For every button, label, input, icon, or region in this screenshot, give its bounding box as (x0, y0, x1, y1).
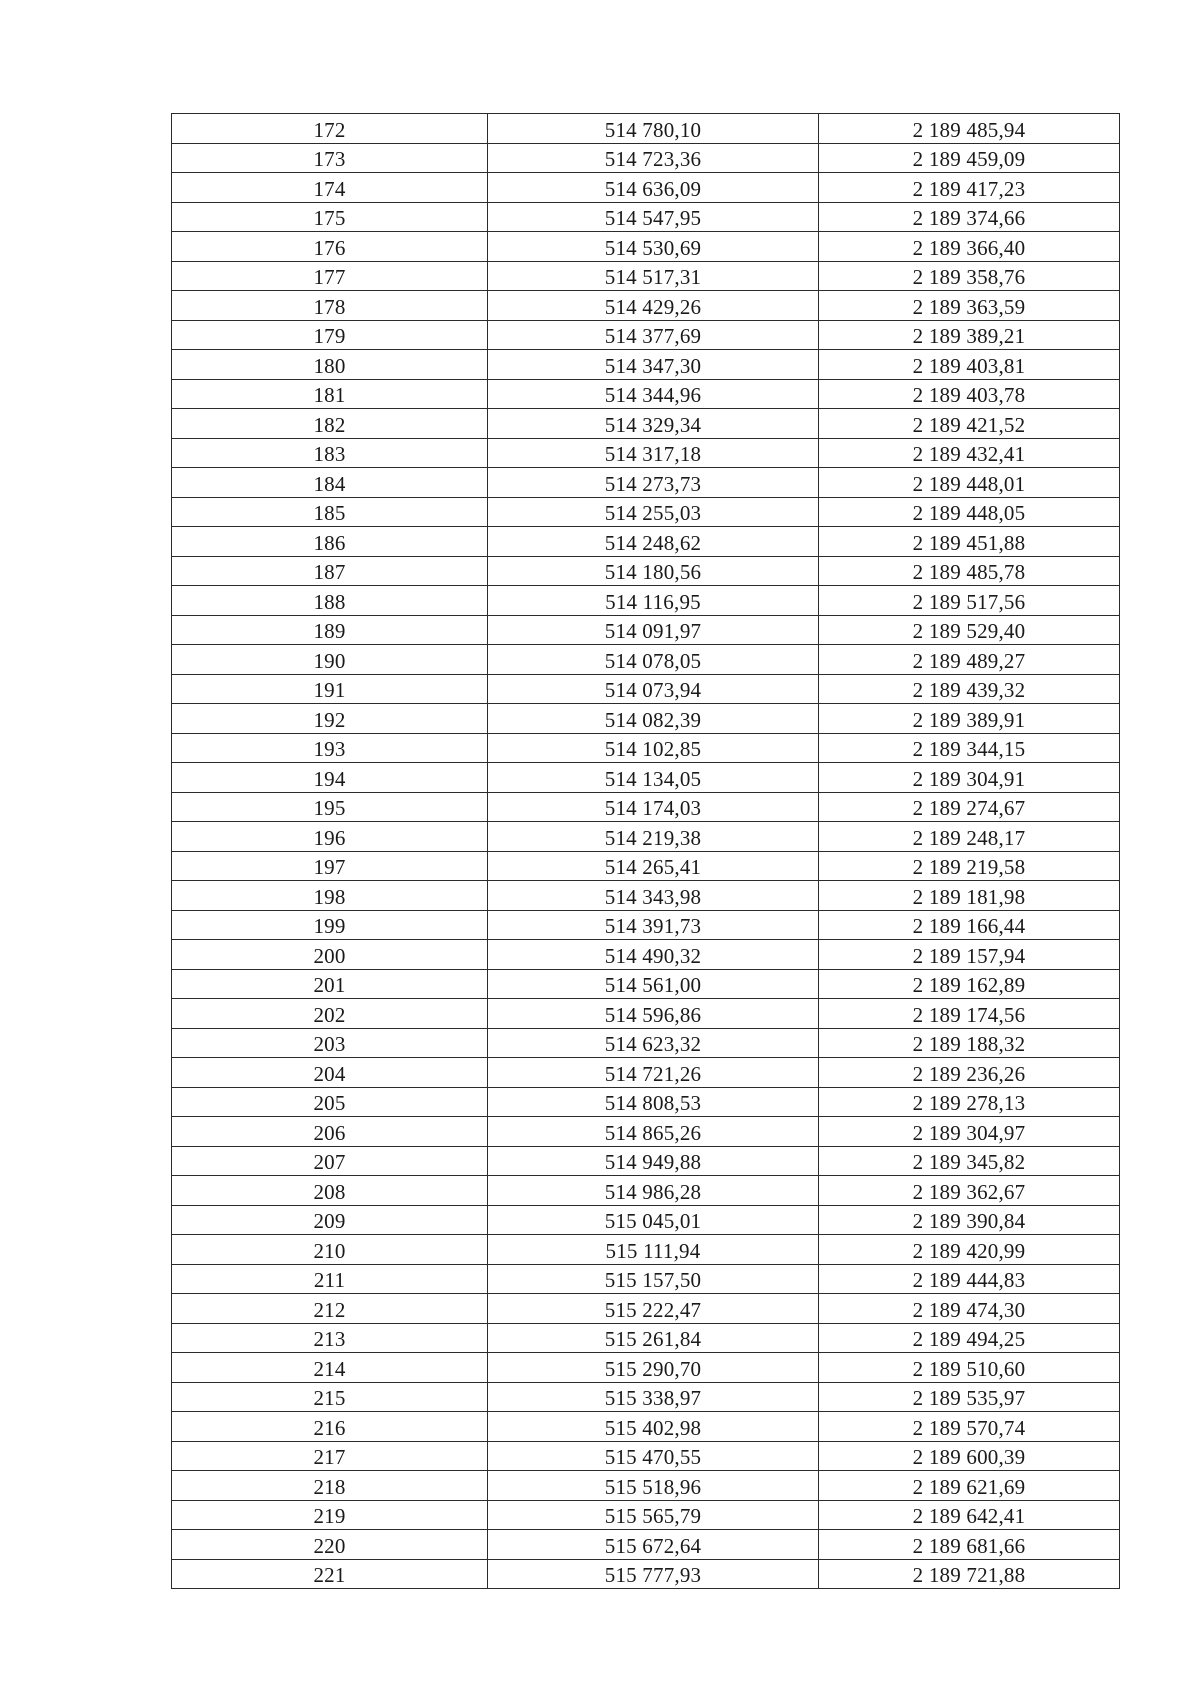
y-coordinate-cell: 2 189 421,52 (819, 409, 1120, 439)
x-coordinate-cell: 514 723,36 (488, 143, 819, 173)
coordinates-table-body (172, 114, 1120, 1589)
y-coordinate-cell: 2 189 219,58 (819, 851, 1120, 881)
y-coordinate-cell: 2 189 236,26 (819, 1058, 1120, 1088)
point-number-cell: 198 (172, 881, 488, 911)
x-coordinate-cell: 514 561,00 (488, 969, 819, 999)
table-row (172, 1058, 1120, 1088)
y-coordinate-cell: 2 189 420,99 (819, 1235, 1120, 1265)
y-coordinate-cell: 2 189 366,40 (819, 232, 1120, 262)
y-coordinate-cell: 2 189 374,66 (819, 202, 1120, 232)
point-number-cell: 174 (172, 173, 488, 203)
point-number-cell: 218 (172, 1471, 488, 1501)
y-coordinate-cell: 2 189 162,89 (819, 969, 1120, 999)
y-coordinate-cell: 2 189 390,84 (819, 1205, 1120, 1235)
x-coordinate-cell: 514 530,69 (488, 232, 819, 262)
table-row (172, 527, 1120, 557)
point-number-cell: 192 (172, 704, 488, 734)
table-row (172, 438, 1120, 468)
point-number-cell: 178 (172, 291, 488, 321)
table-row (172, 1028, 1120, 1058)
x-coordinate-cell: 514 808,53 (488, 1087, 819, 1117)
table-row (172, 1087, 1120, 1117)
table-row (172, 763, 1120, 793)
x-coordinate-cell: 514 134,05 (488, 763, 819, 793)
table-row (172, 940, 1120, 970)
table-row (172, 320, 1120, 350)
point-number-cell: 206 (172, 1117, 488, 1147)
point-number-cell: 217 (172, 1441, 488, 1471)
x-coordinate-cell: 514 219,38 (488, 822, 819, 852)
x-coordinate-cell: 514 547,95 (488, 202, 819, 232)
table-row (172, 645, 1120, 675)
table-row (172, 1235, 1120, 1265)
y-coordinate-cell: 2 189 248,17 (819, 822, 1120, 852)
table-row (172, 822, 1120, 852)
point-number-cell: 213 (172, 1323, 488, 1353)
table-row (172, 1412, 1120, 1442)
y-coordinate-cell: 2 189 417,23 (819, 173, 1120, 203)
point-number-cell: 180 (172, 350, 488, 380)
y-coordinate-cell: 2 189 344,15 (819, 733, 1120, 763)
point-number-cell: 204 (172, 1058, 488, 1088)
table-row (172, 969, 1120, 999)
point-number-cell: 202 (172, 999, 488, 1029)
table-row (172, 1264, 1120, 1294)
point-number-cell: 177 (172, 261, 488, 291)
y-coordinate-cell: 2 189 489,27 (819, 645, 1120, 675)
coordinates-table (171, 113, 1120, 1589)
y-coordinate-cell: 2 189 721,88 (819, 1559, 1120, 1589)
y-coordinate-cell: 2 189 621,69 (819, 1471, 1120, 1501)
point-number-cell: 211 (172, 1264, 488, 1294)
y-coordinate-cell: 2 189 274,67 (819, 792, 1120, 822)
table-row (172, 261, 1120, 291)
table-row (172, 733, 1120, 763)
point-number-cell: 216 (172, 1412, 488, 1442)
point-number-cell: 199 (172, 910, 488, 940)
table-row (172, 379, 1120, 409)
y-coordinate-cell: 2 189 570,74 (819, 1412, 1120, 1442)
document-page (171, 113, 1119, 1589)
x-coordinate-cell: 514 780,10 (488, 114, 819, 144)
x-coordinate-cell: 514 343,98 (488, 881, 819, 911)
table-row (172, 468, 1120, 498)
y-coordinate-cell: 2 189 642,41 (819, 1500, 1120, 1530)
y-coordinate-cell: 2 189 535,97 (819, 1382, 1120, 1412)
x-coordinate-cell: 514 623,32 (488, 1028, 819, 1058)
x-coordinate-cell: 514 255,03 (488, 497, 819, 527)
table-row (172, 114, 1120, 144)
y-coordinate-cell: 2 189 403,78 (819, 379, 1120, 409)
point-number-cell: 214 (172, 1353, 488, 1383)
point-number-cell: 191 (172, 674, 488, 704)
y-coordinate-cell: 2 189 432,41 (819, 438, 1120, 468)
y-coordinate-cell: 2 189 304,97 (819, 1117, 1120, 1147)
x-coordinate-cell: 514 949,88 (488, 1146, 819, 1176)
table-row (172, 1471, 1120, 1501)
y-coordinate-cell: 2 189 389,91 (819, 704, 1120, 734)
x-coordinate-cell: 514 329,34 (488, 409, 819, 439)
point-number-cell: 219 (172, 1500, 488, 1530)
point-number-cell: 185 (172, 497, 488, 527)
x-coordinate-cell: 514 102,85 (488, 733, 819, 763)
y-coordinate-cell: 2 189 345,82 (819, 1146, 1120, 1176)
table-row (172, 615, 1120, 645)
x-coordinate-cell: 515 777,93 (488, 1559, 819, 1589)
y-coordinate-cell: 2 189 304,91 (819, 763, 1120, 793)
table-row (172, 1441, 1120, 1471)
x-coordinate-cell: 514 636,09 (488, 173, 819, 203)
y-coordinate-cell: 2 189 362,67 (819, 1176, 1120, 1206)
x-coordinate-cell: 515 261,84 (488, 1323, 819, 1353)
y-coordinate-cell: 2 189 174,56 (819, 999, 1120, 1029)
y-coordinate-cell: 2 189 358,76 (819, 261, 1120, 291)
y-coordinate-cell: 2 189 448,05 (819, 497, 1120, 527)
table-row (172, 556, 1120, 586)
x-coordinate-cell: 514 317,18 (488, 438, 819, 468)
x-coordinate-cell: 515 157,50 (488, 1264, 819, 1294)
x-coordinate-cell: 514 391,73 (488, 910, 819, 940)
table-row (172, 202, 1120, 232)
x-coordinate-cell: 514 116,95 (488, 586, 819, 616)
table-row (172, 999, 1120, 1029)
table-row (172, 409, 1120, 439)
x-coordinate-cell: 514 082,39 (488, 704, 819, 734)
x-coordinate-cell: 514 078,05 (488, 645, 819, 675)
point-number-cell: 190 (172, 645, 488, 675)
point-number-cell: 173 (172, 143, 488, 173)
point-number-cell: 186 (172, 527, 488, 557)
x-coordinate-cell: 515 470,55 (488, 1441, 819, 1471)
y-coordinate-cell: 2 189 474,30 (819, 1294, 1120, 1324)
point-number-cell: 210 (172, 1235, 488, 1265)
x-coordinate-cell: 514 596,86 (488, 999, 819, 1029)
y-coordinate-cell: 2 189 439,32 (819, 674, 1120, 704)
x-coordinate-cell: 515 290,70 (488, 1353, 819, 1383)
table-row (172, 1500, 1120, 1530)
y-coordinate-cell: 2 189 459,09 (819, 143, 1120, 173)
point-number-cell: 201 (172, 969, 488, 999)
table-row (172, 1323, 1120, 1353)
y-coordinate-cell: 2 189 363,59 (819, 291, 1120, 321)
table-row (172, 497, 1120, 527)
table-row (172, 792, 1120, 822)
table-row (172, 1353, 1120, 1383)
point-number-cell: 215 (172, 1382, 488, 1412)
x-coordinate-cell: 514 248,62 (488, 527, 819, 557)
y-coordinate-cell: 2 189 389,21 (819, 320, 1120, 350)
table-row (172, 1559, 1120, 1589)
table-row (172, 881, 1120, 911)
x-coordinate-cell: 514 174,03 (488, 792, 819, 822)
point-number-cell: 183 (172, 438, 488, 468)
x-coordinate-cell: 515 565,79 (488, 1500, 819, 1530)
table-row (172, 291, 1120, 321)
y-coordinate-cell: 2 189 448,01 (819, 468, 1120, 498)
x-coordinate-cell: 515 518,96 (488, 1471, 819, 1501)
x-coordinate-cell: 514 273,73 (488, 468, 819, 498)
table-row (172, 1294, 1120, 1324)
x-coordinate-cell: 514 265,41 (488, 851, 819, 881)
point-number-cell: 188 (172, 586, 488, 616)
x-coordinate-cell: 514 091,97 (488, 615, 819, 645)
table-row (172, 704, 1120, 734)
x-coordinate-cell: 514 865,26 (488, 1117, 819, 1147)
y-coordinate-cell: 2 189 600,39 (819, 1441, 1120, 1471)
table-row (172, 1382, 1120, 1412)
table-row (172, 851, 1120, 881)
x-coordinate-cell: 515 111,94 (488, 1235, 819, 1265)
x-coordinate-cell: 514 180,56 (488, 556, 819, 586)
y-coordinate-cell: 2 189 681,66 (819, 1530, 1120, 1560)
y-coordinate-cell: 2 189 494,25 (819, 1323, 1120, 1353)
x-coordinate-cell: 514 490,32 (488, 940, 819, 970)
table-row (172, 586, 1120, 616)
y-coordinate-cell: 2 189 157,94 (819, 940, 1120, 970)
point-number-cell: 200 (172, 940, 488, 970)
point-number-cell: 197 (172, 851, 488, 881)
table-row (172, 173, 1120, 203)
y-coordinate-cell: 2 189 485,94 (819, 114, 1120, 144)
point-number-cell: 220 (172, 1530, 488, 1560)
y-coordinate-cell: 2 189 517,56 (819, 586, 1120, 616)
point-number-cell: 212 (172, 1294, 488, 1324)
point-number-cell: 221 (172, 1559, 488, 1589)
point-number-cell: 176 (172, 232, 488, 262)
x-coordinate-cell: 514 377,69 (488, 320, 819, 350)
point-number-cell: 182 (172, 409, 488, 439)
point-number-cell: 189 (172, 615, 488, 645)
x-coordinate-cell: 514 344,96 (488, 379, 819, 409)
table-row (172, 1146, 1120, 1176)
x-coordinate-cell: 514 517,31 (488, 261, 819, 291)
y-coordinate-cell: 2 189 188,32 (819, 1028, 1120, 1058)
point-number-cell: 196 (172, 822, 488, 852)
table-row (172, 350, 1120, 380)
y-coordinate-cell: 2 189 485,78 (819, 556, 1120, 586)
point-number-cell: 179 (172, 320, 488, 350)
x-coordinate-cell: 514 721,26 (488, 1058, 819, 1088)
point-number-cell: 184 (172, 468, 488, 498)
y-coordinate-cell: 2 189 181,98 (819, 881, 1120, 911)
x-coordinate-cell: 515 402,98 (488, 1412, 819, 1442)
point-number-cell: 175 (172, 202, 488, 232)
y-coordinate-cell: 2 189 444,83 (819, 1264, 1120, 1294)
table-row (172, 232, 1120, 262)
point-number-cell: 208 (172, 1176, 488, 1206)
y-coordinate-cell: 2 189 403,81 (819, 350, 1120, 380)
x-coordinate-cell: 514 347,30 (488, 350, 819, 380)
point-number-cell: 203 (172, 1028, 488, 1058)
table-row (172, 910, 1120, 940)
x-coordinate-cell: 514 073,94 (488, 674, 819, 704)
x-coordinate-cell: 515 338,97 (488, 1382, 819, 1412)
x-coordinate-cell: 514 429,26 (488, 291, 819, 321)
point-number-cell: 205 (172, 1087, 488, 1117)
x-coordinate-cell: 514 986,28 (488, 1176, 819, 1206)
x-coordinate-cell: 515 222,47 (488, 1294, 819, 1324)
table-row (172, 1117, 1120, 1147)
y-coordinate-cell: 2 189 166,44 (819, 910, 1120, 940)
table-row (172, 1530, 1120, 1560)
point-number-cell: 207 (172, 1146, 488, 1176)
point-number-cell: 172 (172, 114, 488, 144)
x-coordinate-cell: 515 672,64 (488, 1530, 819, 1560)
y-coordinate-cell: 2 189 451,88 (819, 527, 1120, 557)
point-number-cell: 194 (172, 763, 488, 793)
point-number-cell: 195 (172, 792, 488, 822)
table-row (172, 143, 1120, 173)
y-coordinate-cell: 2 189 529,40 (819, 615, 1120, 645)
y-coordinate-cell: 2 189 510,60 (819, 1353, 1120, 1383)
table-row (172, 1176, 1120, 1206)
point-number-cell: 187 (172, 556, 488, 586)
point-number-cell: 181 (172, 379, 488, 409)
table-row (172, 674, 1120, 704)
x-coordinate-cell: 515 045,01 (488, 1205, 819, 1235)
point-number-cell: 193 (172, 733, 488, 763)
point-number-cell: 209 (172, 1205, 488, 1235)
y-coordinate-cell: 2 189 278,13 (819, 1087, 1120, 1117)
table-row (172, 1205, 1120, 1235)
